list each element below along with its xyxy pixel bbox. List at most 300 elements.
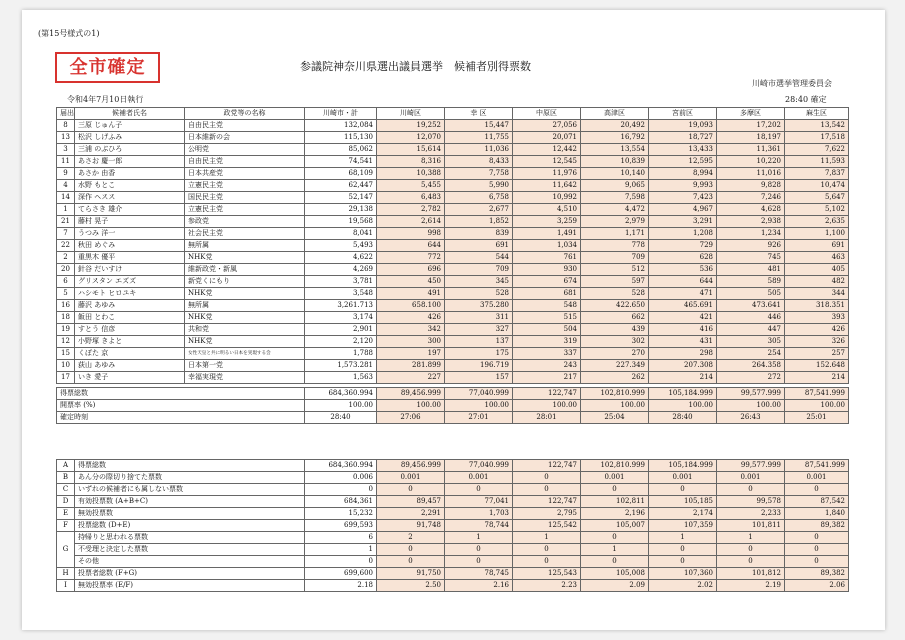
summary-ward: 0 [377, 556, 445, 568]
totals-ward: 122,747 [513, 388, 581, 400]
candidate-party: NHK党 [185, 336, 305, 348]
ward-votes: 5,102 [785, 204, 849, 216]
ward-votes: 696 [377, 264, 445, 276]
ward-votes: 745 [717, 252, 785, 264]
ward-votes: 281.899 [377, 360, 445, 372]
candidate-row [57, 120, 849, 132]
candidate-party: 幸福実現党 [185, 372, 305, 384]
summary-label: 得票総数 [75, 460, 305, 472]
summary-letter: F [57, 520, 75, 532]
ward-votes: 761 [513, 252, 581, 264]
totals-ward: 26:43 [717, 412, 785, 424]
summary-ward: 89,457 [377, 496, 445, 508]
candidate-party: NHK党 [185, 312, 305, 324]
ward-votes: 152.648 [785, 360, 849, 372]
summary-ward: 2.19 [717, 580, 785, 592]
summary-ward: 101,812 [717, 568, 785, 580]
summary-ward: 78,744 [445, 520, 513, 532]
city-total: 52,147 [305, 192, 377, 204]
ward-votes: 13,433 [649, 144, 717, 156]
ward-votes: 2,677 [445, 204, 513, 216]
ward-votes: 262 [581, 372, 649, 384]
ward-votes: 589 [717, 276, 785, 288]
city-total: 4,269 [305, 264, 377, 276]
summary-ward: 0 [513, 484, 581, 496]
summary-ward: 122,747 [513, 496, 581, 508]
totals-ward: 27:01 [445, 412, 513, 424]
ward-votes: 7,423 [649, 192, 717, 204]
summary-ward: 91,750 [377, 568, 445, 580]
ward-votes: 11,016 [717, 168, 785, 180]
summary-ward: 89,382 [785, 568, 849, 580]
ward-votes: 426 [785, 324, 849, 336]
summary-ward: 122,747 [513, 460, 581, 472]
summary-ward: 0.001 [785, 472, 849, 484]
summary-ward: 1 [717, 532, 785, 544]
ward-votes: 20,492 [581, 120, 649, 132]
candidate-row [57, 372, 849, 384]
ward-votes: 257 [785, 348, 849, 360]
totals-ward: 100.00 [649, 400, 717, 412]
summary-ward: 1,703 [445, 508, 513, 520]
ward-votes: 446 [717, 312, 785, 324]
ward-votes: 302 [581, 336, 649, 348]
summary-ward: 2.23 [513, 580, 581, 592]
ward-votes: 19,252 [377, 120, 445, 132]
summary-ward: 0 [717, 544, 785, 556]
candidate-party: 無所属 [185, 300, 305, 312]
finalized-time: 28:40 確定 [785, 95, 827, 104]
summary-label: 無効投票率 (E/F) [75, 580, 305, 592]
city-total: 3,781 [305, 276, 377, 288]
ward-votes: 7,837 [785, 168, 849, 180]
candidate-no: 11 [57, 156, 75, 168]
candidate-name: すとう 信彦 [75, 324, 185, 336]
ward-votes: 463 [785, 252, 849, 264]
summary-ward: 1 [649, 532, 717, 544]
ward-votes: 12,595 [649, 156, 717, 168]
candidate-no: 14 [57, 192, 75, 204]
totals-city: 28:40 [305, 412, 377, 424]
city-total: 74,541 [305, 156, 377, 168]
totals-city: 100.00 [305, 400, 377, 412]
totals-ward: 27:06 [377, 412, 445, 424]
candidate-no: 3 [57, 144, 75, 156]
ward-votes: 839 [445, 228, 513, 240]
summary-label: 投票者総数 (F+G) [75, 568, 305, 580]
candidate-row [57, 240, 849, 252]
ward-votes: 681 [513, 288, 581, 300]
candidate-no: 6 [57, 276, 75, 288]
ward-votes: 471 [649, 288, 717, 300]
summary-ward: 0.001 [649, 472, 717, 484]
totals-ward: 100.00 [513, 400, 581, 412]
ward-votes: 3,291 [649, 216, 717, 228]
col-ward: 宮前区 [649, 108, 717, 120]
ward-votes: 214 [649, 372, 717, 384]
ward-votes: 13,554 [581, 144, 649, 156]
candidate-row [57, 204, 849, 216]
totals-label: 得票総数 [57, 388, 305, 400]
summary-letter: D [57, 496, 75, 508]
candidate-party: NHK党 [185, 252, 305, 264]
ward-votes: 628 [649, 252, 717, 264]
ward-votes: 326 [785, 336, 849, 348]
candidate-no: 10 [57, 360, 75, 372]
candidate-party: 維新政党・新風 [185, 264, 305, 276]
ward-votes: 1,491 [513, 228, 581, 240]
summary-city: 699,593 [305, 520, 377, 532]
summary-ward: 91,748 [377, 520, 445, 532]
ward-votes: 778 [581, 240, 649, 252]
ward-votes: 217 [513, 372, 581, 384]
candidate-no: 20 [57, 264, 75, 276]
candidate-name: 秋田 めぐみ [75, 240, 185, 252]
city-total: 3,174 [305, 312, 377, 324]
ward-votes: 10,474 [785, 180, 849, 192]
summary-label: 投票総数 (D+E) [75, 520, 305, 532]
ward-votes: 17,518 [785, 132, 849, 144]
col-ward: 幸 区 [445, 108, 513, 120]
summary-ward: 0.001 [717, 472, 785, 484]
summary-ward: 0 [785, 532, 849, 544]
city-total: 85,062 [305, 144, 377, 156]
summary-ward: 105,184.999 [649, 460, 717, 472]
totals-ward: 100.00 [377, 400, 445, 412]
ward-votes: 7,598 [581, 192, 649, 204]
candidate-row [57, 348, 849, 360]
summary-ward: 2,795 [513, 508, 581, 520]
ward-votes: 6,758 [445, 192, 513, 204]
col-ward: 高津区 [581, 108, 649, 120]
totals-ward: 102,810.999 [581, 388, 649, 400]
summary-ward: 0 [785, 544, 849, 556]
ward-votes: 11,036 [445, 144, 513, 156]
col-city-total: 川崎市・計 [305, 108, 377, 120]
summary-ward: 0 [513, 544, 581, 556]
ward-votes: 243 [513, 360, 581, 372]
ward-votes: 9,065 [581, 180, 649, 192]
summary-label: あん分の際切り捨てた票数 [75, 472, 305, 484]
summary-ward: 0 [445, 544, 513, 556]
ward-votes: 729 [649, 240, 717, 252]
ward-votes: 305 [717, 336, 785, 348]
candidate-no: 17 [57, 372, 75, 384]
summary-ward: 0 [581, 484, 649, 496]
candidate-name: あさお 慶一郎 [75, 156, 185, 168]
ward-votes: 662 [581, 312, 649, 324]
summary-ward: 101,811 [717, 520, 785, 532]
ward-votes: 1,234 [717, 228, 785, 240]
ward-votes: 1,208 [649, 228, 717, 240]
candidate-party: NHK党 [185, 288, 305, 300]
ward-votes: 270 [581, 348, 649, 360]
city-total: 5,493 [305, 240, 377, 252]
totals-ward: 100.00 [717, 400, 785, 412]
summary-ward: 107,360 [649, 568, 717, 580]
form-number: (第15号様式の1) [38, 29, 100, 38]
summary-ward: 0 [785, 484, 849, 496]
summary-label: 不受理と決定した票数 [75, 544, 305, 556]
ward-votes: 930 [513, 264, 581, 276]
ward-votes: 504 [513, 324, 581, 336]
ward-votes: 450 [377, 276, 445, 288]
ward-votes: 4,628 [717, 204, 785, 216]
ward-votes: 254 [717, 348, 785, 360]
candidate-no: 9 [57, 168, 75, 180]
ward-votes: 9,828 [717, 180, 785, 192]
candidate-name: 小野塚 きよと [75, 336, 185, 348]
ward-votes: 393 [785, 312, 849, 324]
summary-ward: 77,040.999 [445, 460, 513, 472]
ward-votes: 5,647 [785, 192, 849, 204]
candidate-no: 16 [57, 300, 75, 312]
ward-votes: 491 [377, 288, 445, 300]
candidate-row [57, 192, 849, 204]
city-total: 115,130 [305, 132, 377, 144]
ward-votes: 342 [377, 324, 445, 336]
summary-ward: 0 [445, 556, 513, 568]
summary-ward: 1 [581, 544, 649, 556]
candidate-row [57, 168, 849, 180]
candidate-name: うつみ 洋一 [75, 228, 185, 240]
ward-votes: 4,472 [581, 204, 649, 216]
city-total: 1,788 [305, 348, 377, 360]
summary-ward: 0 [377, 484, 445, 496]
candidate-name: いき 愛子 [75, 372, 185, 384]
header-row [57, 108, 849, 120]
candidate-name: 藤沢 あゆみ [75, 300, 185, 312]
candidate-name: 藤村 晃子 [75, 216, 185, 228]
city-total: 3,548 [305, 288, 377, 300]
candidate-row [57, 144, 849, 156]
ward-votes: 528 [445, 288, 513, 300]
ward-votes: 2,782 [377, 204, 445, 216]
candidate-party: 新党くにもり [185, 276, 305, 288]
summary-ward: 102,811 [581, 496, 649, 508]
ward-votes: 405 [785, 264, 849, 276]
summary-ward: 99,577.999 [717, 460, 785, 472]
city-total: 68,109 [305, 168, 377, 180]
candidate-party: 社会民主党 [185, 228, 305, 240]
summary-ward: 0 [785, 556, 849, 568]
summary-letter: H [57, 568, 75, 580]
summary-ward: 89,456.999 [377, 460, 445, 472]
ward-votes: 11,755 [445, 132, 513, 144]
ward-votes: 1,171 [581, 228, 649, 240]
summary-ward: 0.001 [581, 472, 649, 484]
totals-ward: 25:04 [581, 412, 649, 424]
ward-votes: 16,792 [581, 132, 649, 144]
ward-votes: 709 [581, 252, 649, 264]
totals-ward: 89,456.999 [377, 388, 445, 400]
summary-ward: 78,745 [445, 568, 513, 580]
ward-votes: 426 [377, 312, 445, 324]
summary-ward: 105,007 [581, 520, 649, 532]
city-total: 132,084 [305, 120, 377, 132]
ward-votes: 18,727 [649, 132, 717, 144]
city-total: 19,568 [305, 216, 377, 228]
ward-votes: 318.351 [785, 300, 849, 312]
candidate-name: 重黒木 優平 [75, 252, 185, 264]
ward-votes: 272 [717, 372, 785, 384]
ward-votes: 311 [445, 312, 513, 324]
candidate-name: くぼた 京 [75, 348, 185, 360]
summary-ward: 125,543 [513, 568, 581, 580]
summary-label: 持帰りと思われる票数 [75, 532, 305, 544]
summary-row [57, 472, 849, 484]
summary-ward: 99,578 [717, 496, 785, 508]
city-total: 62,447 [305, 180, 377, 192]
ward-votes: 505 [717, 288, 785, 300]
summary-city: 699,600 [305, 568, 377, 580]
candidate-no: 18 [57, 312, 75, 324]
summary-city: 1 [305, 544, 377, 556]
candidate-row [57, 300, 849, 312]
summary-row [57, 460, 849, 472]
ward-votes: 27,056 [513, 120, 581, 132]
summary-ward: 0 [513, 472, 581, 484]
summary-city: 0 [305, 484, 377, 496]
totals-row [57, 388, 849, 400]
ward-votes: 15,447 [445, 120, 513, 132]
final-stamp: 全市確定 [55, 52, 160, 83]
city-total: 29,138 [305, 204, 377, 216]
ward-votes: 319 [513, 336, 581, 348]
summary-ward: 0.001 [377, 472, 445, 484]
ward-votes: 157 [445, 372, 513, 384]
ward-votes: 1,034 [513, 240, 581, 252]
totals-ward: 100.00 [445, 400, 513, 412]
summary-ward: 0 [717, 484, 785, 496]
ward-votes: 416 [649, 324, 717, 336]
ward-votes: 11,642 [513, 180, 581, 192]
candidate-row [57, 180, 849, 192]
ward-votes: 12,545 [513, 156, 581, 168]
ward-votes: 375.280 [445, 300, 513, 312]
candidate-row [57, 216, 849, 228]
summary-ward: 2.02 [649, 580, 717, 592]
ward-votes: 264.358 [717, 360, 785, 372]
ward-votes: 528 [581, 288, 649, 300]
totals-ward: 28:01 [513, 412, 581, 424]
candidate-no: 1 [57, 204, 75, 216]
summary-ward: 0 [649, 556, 717, 568]
ward-votes: 536 [649, 264, 717, 276]
candidate-no: 4 [57, 180, 75, 192]
candidate-party: 自由民主党 [185, 120, 305, 132]
summary-ward: 2.50 [377, 580, 445, 592]
ward-votes: 12,442 [513, 144, 581, 156]
ward-votes: 17,202 [717, 120, 785, 132]
ward-votes: 298 [649, 348, 717, 360]
candidate-party: 日本第一党 [185, 360, 305, 372]
city-total: 2,120 [305, 336, 377, 348]
ward-votes: 10,140 [581, 168, 649, 180]
ward-votes: 7,622 [785, 144, 849, 156]
ward-votes: 709 [445, 264, 513, 276]
candidate-name: 荻山 あゆみ [75, 360, 185, 372]
ward-votes: 9,993 [649, 180, 717, 192]
summary-letter: G [57, 532, 75, 568]
ward-votes: 214 [785, 372, 849, 384]
ward-votes: 465.691 [649, 300, 717, 312]
ward-votes: 337 [513, 348, 581, 360]
ward-votes: 691 [785, 240, 849, 252]
ward-votes: 2,614 [377, 216, 445, 228]
ward-votes: 13,542 [785, 120, 849, 132]
summary-row [57, 508, 849, 520]
ward-votes: 327 [445, 324, 513, 336]
candidate-votes-table [56, 107, 849, 424]
candidate-party: 共和党 [185, 324, 305, 336]
ward-votes: 137 [445, 336, 513, 348]
col-ward: 麻生区 [785, 108, 849, 120]
summary-ward: 0 [513, 556, 581, 568]
candidate-no: 21 [57, 216, 75, 228]
candidate-party: 日本共産党 [185, 168, 305, 180]
ward-votes: 227 [377, 372, 445, 384]
summary-city: 15,232 [305, 508, 377, 520]
candidate-no: 19 [57, 324, 75, 336]
ward-votes: 422.650 [581, 300, 649, 312]
candidate-party: 日本維新の会 [185, 132, 305, 144]
totals-label: 確定時刻 [57, 412, 305, 424]
ward-votes: 19,093 [649, 120, 717, 132]
ward-votes: 197 [377, 348, 445, 360]
ward-votes: 2,635 [785, 216, 849, 228]
candidate-name: グリスタン エズズ [75, 276, 185, 288]
ward-votes: 10,839 [581, 156, 649, 168]
ward-votes: 5,455 [377, 180, 445, 192]
summary-ward: 105,185 [649, 496, 717, 508]
summary-ward: 102,810.999 [581, 460, 649, 472]
summary-ward: 107,359 [649, 520, 717, 532]
summary-label: 有効投票数 (A+B+C) [75, 496, 305, 508]
ward-votes: 2,979 [581, 216, 649, 228]
ward-votes: 1,100 [785, 228, 849, 240]
city-total: 4,622 [305, 252, 377, 264]
candidate-name: 水野 もとこ [75, 180, 185, 192]
candidate-no: 12 [57, 336, 75, 348]
summary-ward: 0 [377, 544, 445, 556]
ward-votes: 3,259 [513, 216, 581, 228]
ward-votes: 10,220 [717, 156, 785, 168]
candidate-party: 自由民主党 [185, 156, 305, 168]
ward-votes: 674 [513, 276, 581, 288]
ward-votes: 8,316 [377, 156, 445, 168]
ward-votes: 482 [785, 276, 849, 288]
ward-votes: 473.641 [717, 300, 785, 312]
city-total: 2,901 [305, 324, 377, 336]
summary-ward: 105,008 [581, 568, 649, 580]
candidate-no: 5 [57, 288, 75, 300]
candidate-row [57, 132, 849, 144]
summary-row [57, 544, 849, 556]
totals-row [57, 412, 849, 424]
summary-ward: 2.16 [445, 580, 513, 592]
summary-letter: C [57, 484, 75, 496]
col-name: 候補者氏名 [75, 108, 185, 120]
summary-ward: 125,542 [513, 520, 581, 532]
ward-votes: 597 [581, 276, 649, 288]
summary-row [57, 568, 849, 580]
col-party: 政党等の名称 [185, 108, 305, 120]
candidate-name: 三原 じゅん子 [75, 120, 185, 132]
ward-votes: 2,938 [717, 216, 785, 228]
candidate-row [57, 288, 849, 300]
ward-votes: 196.719 [445, 360, 513, 372]
